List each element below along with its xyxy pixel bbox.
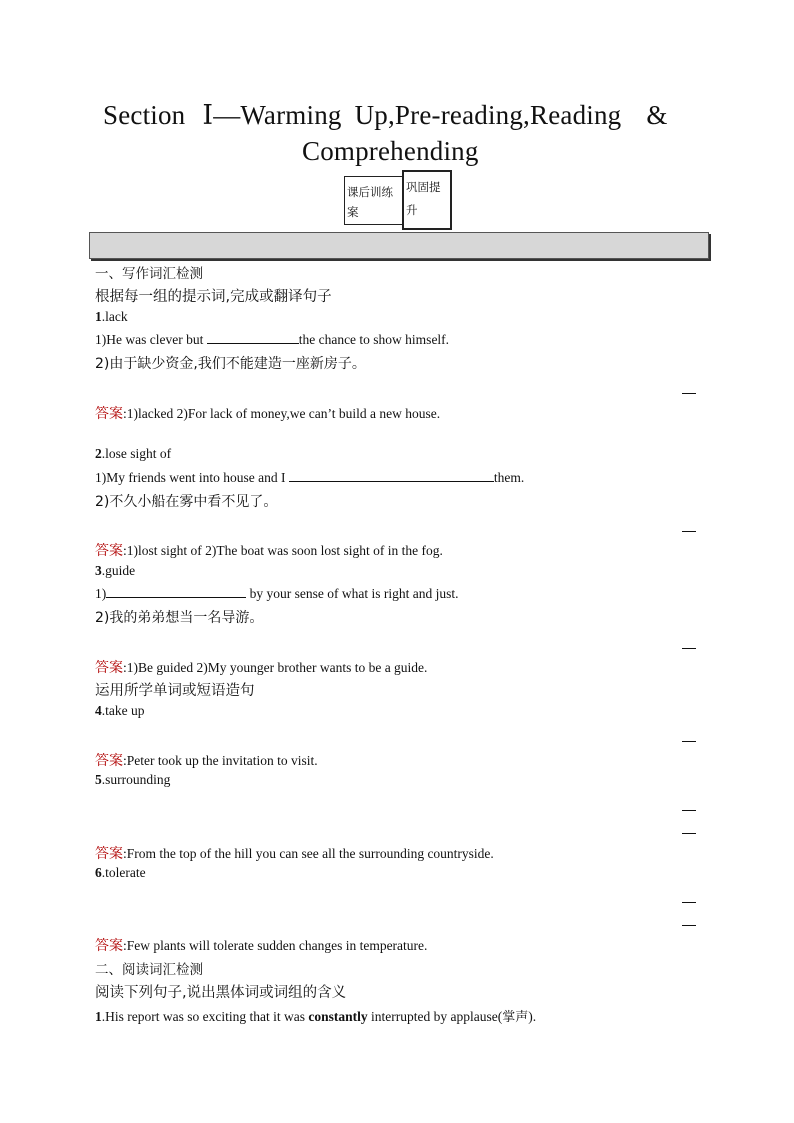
part1-heading: 一、写作词汇检测 bbox=[95, 266, 203, 282]
answer-line-2 bbox=[682, 531, 696, 532]
answer-label: 答案 bbox=[95, 660, 123, 676]
title-section: Section bbox=[103, 100, 186, 130]
tab-consolidate-line2: 升 bbox=[406, 203, 418, 217]
answer-label: 答案 bbox=[95, 846, 123, 862]
answer-line-6a bbox=[682, 902, 696, 903]
page-title-line2: Comprehending bbox=[302, 136, 479, 166]
answer-line-4 bbox=[682, 741, 696, 742]
answer-line-5b bbox=[682, 833, 696, 834]
item-5-label: .surrounding bbox=[101, 772, 171, 787]
item-5-word bbox=[95, 772, 170, 788]
item-6-word bbox=[95, 865, 146, 881]
lesson-tabs bbox=[344, 170, 450, 227]
title-ampersand: & bbox=[646, 100, 668, 130]
part2-instruction: 阅读下列句子,说出黑体词或词组的含义 bbox=[95, 985, 347, 1001]
part2-item-1-text-c: ). bbox=[528, 1009, 537, 1024]
item-5-answer-text: :From the top of the hill you can see all the surrounding countryside. bbox=[123, 846, 494, 861]
answer-label: 答案 bbox=[95, 938, 123, 954]
answer-line-5a bbox=[682, 810, 696, 811]
part2-item-1-number: 1 bbox=[95, 1009, 102, 1024]
item-2-word bbox=[95, 446, 171, 462]
answer-line-3 bbox=[682, 648, 696, 649]
item-1-blank[interactable] bbox=[207, 331, 299, 344]
item-5-answer bbox=[95, 843, 494, 863]
answer-line-6b bbox=[682, 925, 696, 926]
item-1-answer bbox=[95, 403, 440, 423]
item-2-q1-start: 1)My friends went into house and I bbox=[95, 470, 286, 485]
part1-instruction: 根据每一组的提示词,完成或翻译句子 bbox=[95, 289, 332, 305]
part2-item-1-bold-word: constantly bbox=[308, 1009, 368, 1024]
item-1-question-1 bbox=[95, 331, 449, 348]
item-6-number: 6 bbox=[95, 865, 102, 880]
item-2-number: 2 bbox=[95, 446, 102, 461]
item-4-word bbox=[95, 703, 145, 719]
answer-line-1 bbox=[682, 393, 696, 394]
tab-after-class[interactable] bbox=[344, 176, 404, 225]
item-2-question-2: 2)不久小船在雾中看不见了。 bbox=[95, 494, 278, 510]
item-4-label: .take up bbox=[101, 703, 145, 718]
item-3-answer bbox=[95, 657, 427, 677]
tab-after-class-line1: 课后训练 bbox=[347, 185, 393, 199]
answer-label: 答案 bbox=[95, 406, 123, 422]
item-1-number: 1 bbox=[95, 309, 102, 324]
item-2-answer-text: :1)lost sight of 2)The boat was soon lost sight of in the fog. bbox=[123, 543, 443, 558]
item-1-q1-start: 1)He was clever but bbox=[95, 332, 204, 347]
item-5-number: 5 bbox=[95, 772, 102, 787]
item-4-answer bbox=[95, 750, 318, 770]
item-6-answer bbox=[95, 935, 427, 955]
part2-heading: 二、阅读词汇检测 bbox=[95, 962, 203, 978]
item-2-answer bbox=[95, 540, 443, 560]
part2-item-1-text-b: interrupted by applause( bbox=[370, 1009, 503, 1024]
item-3-label: .guide bbox=[101, 563, 136, 578]
tab-consolidate-line1: 巩固提 bbox=[406, 180, 441, 194]
item-6-answer-text: :Few plants will tolerate sudden changes in temperature. bbox=[123, 938, 428, 953]
part2-item-1-text-a: .His report was so exciting that it was bbox=[101, 1009, 305, 1024]
item-3-q1-start: 1) bbox=[95, 586, 107, 601]
tab-consolidate[interactable] bbox=[402, 170, 452, 230]
tab-after-class-line2: 案 bbox=[347, 205, 359, 219]
item-1-question-2: 2)由于缺少资金,我们不能建造一座新房子。 bbox=[95, 356, 366, 372]
answer-label: 答案 bbox=[95, 543, 123, 559]
item-2-label: .lose sight of bbox=[101, 446, 172, 461]
item-1-label: .lack bbox=[101, 309, 128, 324]
item-3-answer-text: :1)Be guided 2)My younger brother wants to be a guide. bbox=[123, 660, 428, 675]
item-3-word bbox=[95, 563, 135, 579]
part1-instruction-2: 运用所学单词或短语造句 bbox=[95, 683, 255, 699]
item-3-number: 3 bbox=[95, 563, 102, 578]
item-3-q1-end: by your sense of what is right and just. bbox=[249, 586, 459, 601]
item-1-word bbox=[95, 309, 128, 325]
item-2-blank[interactable] bbox=[289, 469, 494, 482]
item-1-answer-text: :1)lacked 2)For lack of money,we can’t build a new house. bbox=[123, 406, 441, 421]
part2-item-1-cn: 掌声 bbox=[502, 1010, 529, 1025]
item-3-question-2: 2)我的弟弟想当一名导游。 bbox=[95, 610, 264, 626]
item-6-label: .tolerate bbox=[101, 865, 146, 880]
page-title bbox=[103, 100, 668, 131]
part2-item-1 bbox=[95, 1006, 536, 1025]
section-band bbox=[89, 232, 709, 259]
item-1-q1-end: the chance to show himself. bbox=[298, 332, 450, 347]
item-3-question-1 bbox=[95, 585, 458, 602]
item-2-question-1 bbox=[95, 469, 524, 486]
item-3-blank[interactable] bbox=[106, 585, 246, 598]
title-numeral: Ⅰ—Warming bbox=[202, 100, 342, 130]
item-2-q1-end: them. bbox=[493, 470, 525, 485]
item-4-answer-text: :Peter took up the invitation to visit. bbox=[123, 753, 318, 768]
item-4-number: 4 bbox=[95, 703, 102, 718]
answer-label: 答案 bbox=[95, 753, 123, 769]
title-topics: Up,Pre-reading,Reading bbox=[354, 100, 622, 130]
